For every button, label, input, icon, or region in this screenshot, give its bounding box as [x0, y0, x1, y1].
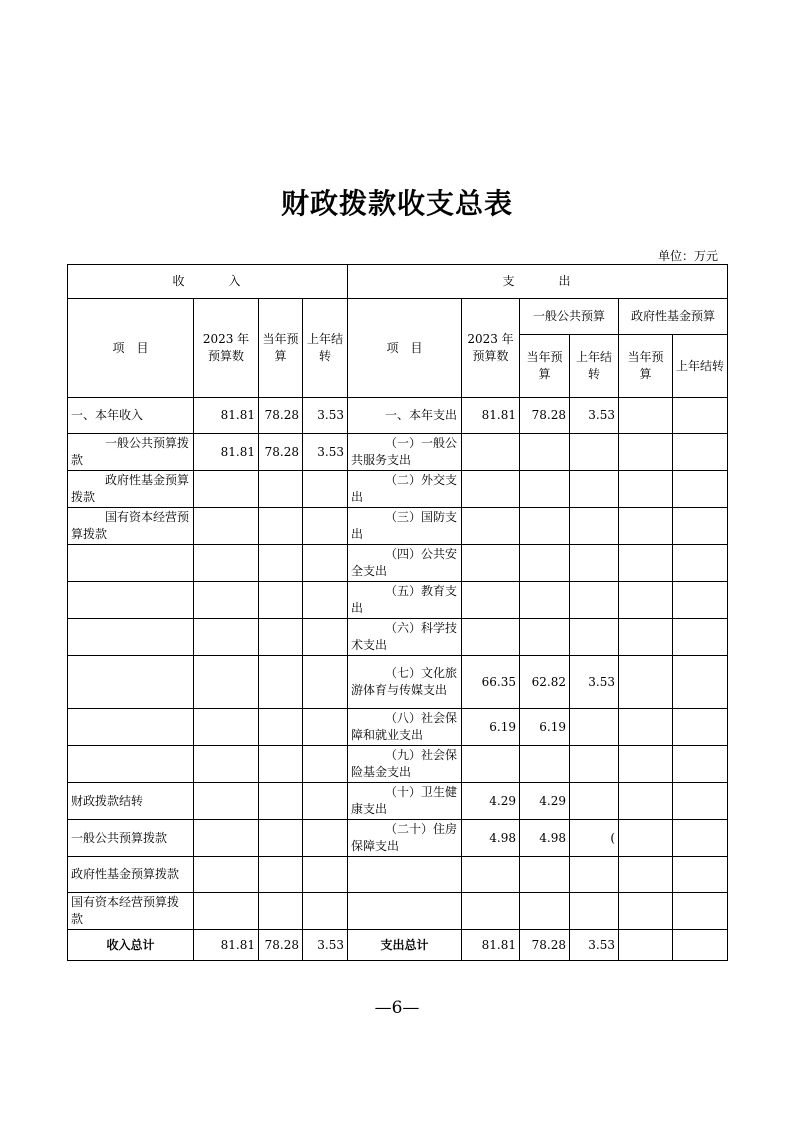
expense-item-cell: （四）公共安全支出 [348, 545, 462, 582]
expense-budget2023-cell [462, 893, 520, 930]
income-item-cell: 国有资本经营预算拨款 [68, 893, 194, 930]
income-budget2023-cell [194, 820, 259, 857]
fund-current-cell [619, 471, 673, 508]
income-budget2023-cell [194, 619, 259, 656]
general-current-cell [520, 434, 570, 471]
income-budget2023-cell [194, 857, 259, 893]
income-current-cell: 78.28 [259, 434, 303, 471]
income-budget2023-cell [194, 783, 259, 820]
header-row-mid [68, 299, 728, 335]
fund-carryover-header: 上年结转 [673, 335, 728, 398]
expense-item-cell: （五）教育支出 [348, 582, 462, 619]
expense-budget2023-header: 2023 年预算数 [462, 299, 520, 398]
fund-current-cell [619, 709, 673, 746]
expense-total-general-current: 78.28 [520, 930, 570, 961]
income-item-cell: 政府性基金预算拨款 [68, 857, 194, 893]
income-current-cell [259, 709, 303, 746]
expense-budget2023-cell: 4.98 [462, 820, 520, 857]
income-total-current: 78.28 [259, 930, 303, 961]
income-budget2023-header: 2023 年预算数 [194, 299, 259, 398]
expense-item-cell: （二）外交支出 [348, 471, 462, 508]
income-item-cell [68, 545, 194, 582]
table-row [68, 398, 728, 434]
expense-header: 支 出 [348, 265, 728, 299]
income-budget2023-cell [194, 746, 259, 783]
expense-item-cell: 一、本年支出 [348, 398, 462, 434]
income-current-cell [259, 508, 303, 545]
table-row [68, 820, 728, 857]
income-carryover-cell [303, 820, 348, 857]
income-carryover-cell: 3.53 [303, 434, 348, 471]
fund-carryover-cell [673, 746, 728, 783]
fund-current-cell [619, 746, 673, 783]
income-item-cell: 一、本年收入 [68, 398, 194, 434]
income-current-cell [259, 471, 303, 508]
income-budget2023-cell [194, 545, 259, 582]
general-current-cell: 78.28 [520, 398, 570, 434]
general-budget-header: 一般公共预算 [520, 299, 619, 335]
expense-budget2023-cell [462, 746, 520, 783]
page-title: 财政拨款收支总表 [280, 187, 513, 220]
general-carryover-header: 上年结转 [570, 335, 619, 398]
general-current-cell: 62.82 [520, 656, 570, 709]
income-carryover-cell [303, 471, 348, 508]
general-carryover-cell [570, 508, 619, 545]
income-header: 收 入 [68, 265, 348, 299]
income-carryover-cell [303, 545, 348, 582]
fund-carryover-cell [673, 783, 728, 820]
expense-budget2023-cell [462, 545, 520, 582]
expense-budget2023-cell: 81.81 [462, 398, 520, 434]
totals-row [68, 930, 728, 961]
income-carryover-cell [303, 619, 348, 656]
expense-budget2023-cell: 4.29 [462, 783, 520, 820]
income-item-cell: 政府性基金预算拨款 [68, 471, 194, 508]
income-item-cell [68, 746, 194, 783]
expense-item-cell: （九）社会保险基金支出 [348, 746, 462, 783]
income-budget2023-cell [194, 893, 259, 930]
income-budget2023-cell [194, 582, 259, 619]
income-item-cell: 一般公共预算拨款 [68, 820, 194, 857]
income-total-budget2023: 81.81 [194, 930, 259, 961]
page-number: —6— [374, 998, 420, 1018]
income-budget2023-cell: 81.81 [194, 434, 259, 471]
income-current-cell [259, 656, 303, 709]
expense-item-cell [348, 893, 462, 930]
table-row [68, 508, 728, 545]
general-carryover-cell: 3.53 [570, 398, 619, 434]
income-carryover-cell [303, 857, 348, 893]
table-row [68, 434, 728, 471]
general-carryover-cell [570, 619, 619, 656]
fund-current-cell [619, 820, 673, 857]
expense-item-cell: （七）文化旅游体育与传媒支出 [348, 656, 462, 709]
expense-total-fund-carryover [673, 930, 728, 961]
general-current-cell [520, 857, 570, 893]
income-item-cell [68, 656, 194, 709]
expense-total-fund-current [619, 930, 673, 961]
fund-carryover-cell [673, 582, 728, 619]
fund-carryover-cell [673, 709, 728, 746]
fund-carryover-cell [673, 508, 728, 545]
income-current-cell [259, 893, 303, 930]
table-row [68, 656, 728, 709]
income-item-cell: 财政拨款结转 [68, 783, 194, 820]
income-current-cell [259, 545, 303, 582]
header-row-top [68, 265, 728, 299]
fund-carryover-cell [673, 893, 728, 930]
income-item-cell: 一般公共预算拨款 [68, 434, 194, 471]
budget-table [67, 264, 728, 961]
general-current-cell [520, 508, 570, 545]
general-current-cell: 4.29 [520, 783, 570, 820]
expense-budget2023-cell: 66.35 [462, 656, 520, 709]
general-current-cell [520, 893, 570, 930]
income-carryover-cell [303, 709, 348, 746]
income-carryover-cell [303, 656, 348, 709]
income-carryover-cell [303, 783, 348, 820]
general-carryover-cell [570, 857, 619, 893]
general-current-header: 当年预算 [520, 335, 570, 398]
income-total-label: 收入总计 [68, 930, 194, 961]
expense-item-cell [348, 857, 462, 893]
table-row [68, 582, 728, 619]
income-current-cell [259, 582, 303, 619]
general-carryover-cell: ( [570, 820, 619, 857]
table-row [68, 746, 728, 783]
income-carryover-cell [303, 582, 348, 619]
fund-current-cell [619, 582, 673, 619]
general-carryover-cell: 3.53 [570, 656, 619, 709]
income-current-cell [259, 783, 303, 820]
general-current-cell [520, 582, 570, 619]
fund-carryover-cell [673, 820, 728, 857]
general-current-cell [520, 746, 570, 783]
fund-carryover-cell [673, 619, 728, 656]
expense-item-cell: （十）卫生健康支出 [348, 783, 462, 820]
gov-fund-header: 政府性基金预算 [619, 299, 728, 335]
income-item-cell [68, 619, 194, 656]
expense-total-general-carryover: 3.53 [570, 930, 619, 961]
general-carryover-cell [570, 783, 619, 820]
table-row [68, 619, 728, 656]
income-carryover-cell: 3.53 [303, 398, 348, 434]
income-item-cell [68, 709, 194, 746]
fund-current-cell [619, 619, 673, 656]
expense-budget2023-cell [462, 582, 520, 619]
general-carryover-cell [570, 582, 619, 619]
fund-current-header: 当年预算 [619, 335, 673, 398]
expense-item-cell: （六）科学技术支出 [348, 619, 462, 656]
general-current-cell: 6.19 [520, 709, 570, 746]
expense-item-cell: （一）一般公共服务支出 [348, 434, 462, 471]
expense-item-cell: （八）社会保障和就业支出 [348, 709, 462, 746]
income-item-header: 项 目 [68, 299, 194, 398]
fund-current-cell [619, 434, 673, 471]
fund-current-cell [619, 398, 673, 434]
income-carryover-header: 上年结转 [303, 299, 348, 398]
income-budget2023-cell: 81.81 [194, 398, 259, 434]
expense-total-label: 支出总计 [348, 930, 462, 961]
expense-item-cell: （三）国防支出 [348, 508, 462, 545]
expense-total-budget2023: 81.81 [462, 930, 520, 961]
table-row [68, 783, 728, 820]
income-current-cell [259, 746, 303, 783]
fund-current-cell [619, 545, 673, 582]
income-budget2023-cell [194, 471, 259, 508]
fund-carryover-cell [673, 471, 728, 508]
table-row [68, 893, 728, 930]
income-current-cell [259, 619, 303, 656]
income-current-header: 当年预算 [259, 299, 303, 398]
income-carryover-cell [303, 508, 348, 545]
income-carryover-cell [303, 746, 348, 783]
expense-budget2023-cell [462, 619, 520, 656]
general-carryover-cell [570, 709, 619, 746]
table-row [68, 709, 728, 746]
income-budget2023-cell [194, 656, 259, 709]
fund-carryover-cell [673, 545, 728, 582]
general-current-cell [520, 471, 570, 508]
fund-current-cell [619, 656, 673, 709]
table-row [68, 857, 728, 893]
income-budget2023-cell [194, 508, 259, 545]
expense-budget2023-cell [462, 434, 520, 471]
fund-carryover-cell [673, 857, 728, 893]
income-current-cell [259, 820, 303, 857]
general-carryover-cell [570, 893, 619, 930]
table-row [68, 545, 728, 582]
fund-current-cell [619, 508, 673, 545]
income-current-cell [259, 857, 303, 893]
general-carryover-cell [570, 434, 619, 471]
income-total-carryover: 3.53 [303, 930, 348, 961]
general-carryover-cell [570, 545, 619, 582]
general-current-cell [520, 545, 570, 582]
unit-label: 单位：万元 [657, 249, 718, 263]
table-row [68, 471, 728, 508]
expense-budget2023-cell [462, 857, 520, 893]
fund-current-cell [619, 893, 673, 930]
fund-carryover-cell [673, 398, 728, 434]
general-carryover-cell [570, 471, 619, 508]
income-budget2023-cell [194, 709, 259, 746]
general-carryover-cell [570, 746, 619, 783]
general-current-cell [520, 619, 570, 656]
income-carryover-cell [303, 893, 348, 930]
income-item-cell: 国有资本经营预算拨款 [68, 508, 194, 545]
income-item-cell [68, 582, 194, 619]
fund-carryover-cell [673, 656, 728, 709]
general-current-cell: 4.98 [520, 820, 570, 857]
fund-current-cell [619, 783, 673, 820]
fund-current-cell [619, 857, 673, 893]
expense-item-header: 项 目 [348, 299, 462, 398]
expense-budget2023-cell [462, 471, 520, 508]
fund-carryover-cell [673, 434, 728, 471]
expense-budget2023-cell [462, 508, 520, 545]
income-current-cell: 78.28 [259, 398, 303, 434]
expense-budget2023-cell: 6.19 [462, 709, 520, 746]
expense-item-cell: （二十）住房保障支出 [348, 820, 462, 857]
